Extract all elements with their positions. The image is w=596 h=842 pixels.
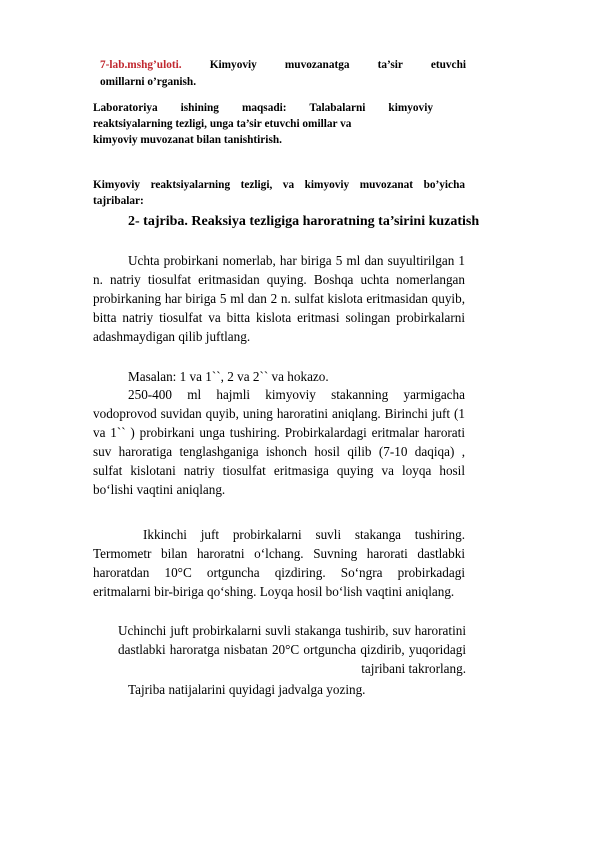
experiment-2-heading-text: 2- tajriba. Reaksiya tezligiga haroratning ta’sirini kuzatish [128,214,480,229]
lab-title-line2: omillarni o’rganish. [100,76,197,88]
paragraph-2 [93,367,465,386]
experiment-2-heading [93,212,515,232]
paragraph-2-text: Masalan: 1 va 1``, 2 va 2`` va hokazo. [128,369,329,384]
aim-line-2: reaktsiyalarning tezligi, unga ta’sir etuvchi omillar va [93,118,352,130]
aim-line-3: kimyoviy muvozanat bilan tanishtirish. [93,134,282,146]
lab-title [100,57,466,91]
paragraph-4-text: Ikkinchi juft probirkalarni suvli stakanga tushiring. Termometr bilan haroratni o‘lchang. Suvning harorati dastlabki haroratdan 10°C ortguncha qizdiring. So‘ngra probirkadagi eritmalarni bir-biriga qo‘shing. Loyqa hosil bo‘lish vaqtini aniqlang. [93,527,465,600]
paragraph-6-text: Tajriba natijalarini quyidagi jadvalga yozing. [128,682,366,697]
lab-number: 7-lab.mshg’uloti. [100,59,182,71]
paragraph-3-text: 250-400 ml hajmli kimyoviy stakanning yarmigacha vodoprovod suvidan quyib, uning haroratini aniqlang. Birinchi juft (1 va 1`` ) probirkani unga tushiring. Probirkalardagi eritmalar harorati suv haroratiga tenglashganiga ishonch hosil qilib (7-10 daqiqa) , sulfat kislotani natriy tiosulfat eritmasiga quying va loyqa hosil bo‘lishi vaqtini aniqlang. [93,387,465,498]
paragraph-4 [93,525,465,601]
lab-aim [93,100,433,148]
paragraph-5 [118,621,466,678]
paragraph-5-text: Uchinchi juft probirkalarni suvli stakanga tushirib, suv haroratini dastlabki haroratga nisbatan 20°C ortguncha qizdirib, yuqoridagi tajribani takrorlang. [118,623,466,677]
lab-title-line1: Kimyoviy muvozanatga ta’sir etuvchi [209,59,466,71]
aim-line-1: Laboratoriya ishining maqsadi: Talabalarni kimyoviy [93,102,433,114]
paragraph-1-text: Uchta probirkani nomerlab, har biriga 5 ml dan suyultirilgan 1 n. natriy tiosulfat eritmasidan quying. Boshqa uchta nomerlangan probirkaning har biriga 5 ml dan 2 n. sulfat kislota eritmasidan quyib, bitta natriy tiosulfat va bitta kislota eritmasi solingan probirkalarni adashmaydigan qilib juftlang. [93,253,465,345]
paragraph-1 [93,251,465,346]
experiments-heading: Kimyoviy reaktsiyalarning tezligi, va kimyoviy muvozanat bo’yicha tajribalar: [93,179,465,207]
paragraph-3 [93,385,465,500]
paragraph-6 [93,680,465,699]
